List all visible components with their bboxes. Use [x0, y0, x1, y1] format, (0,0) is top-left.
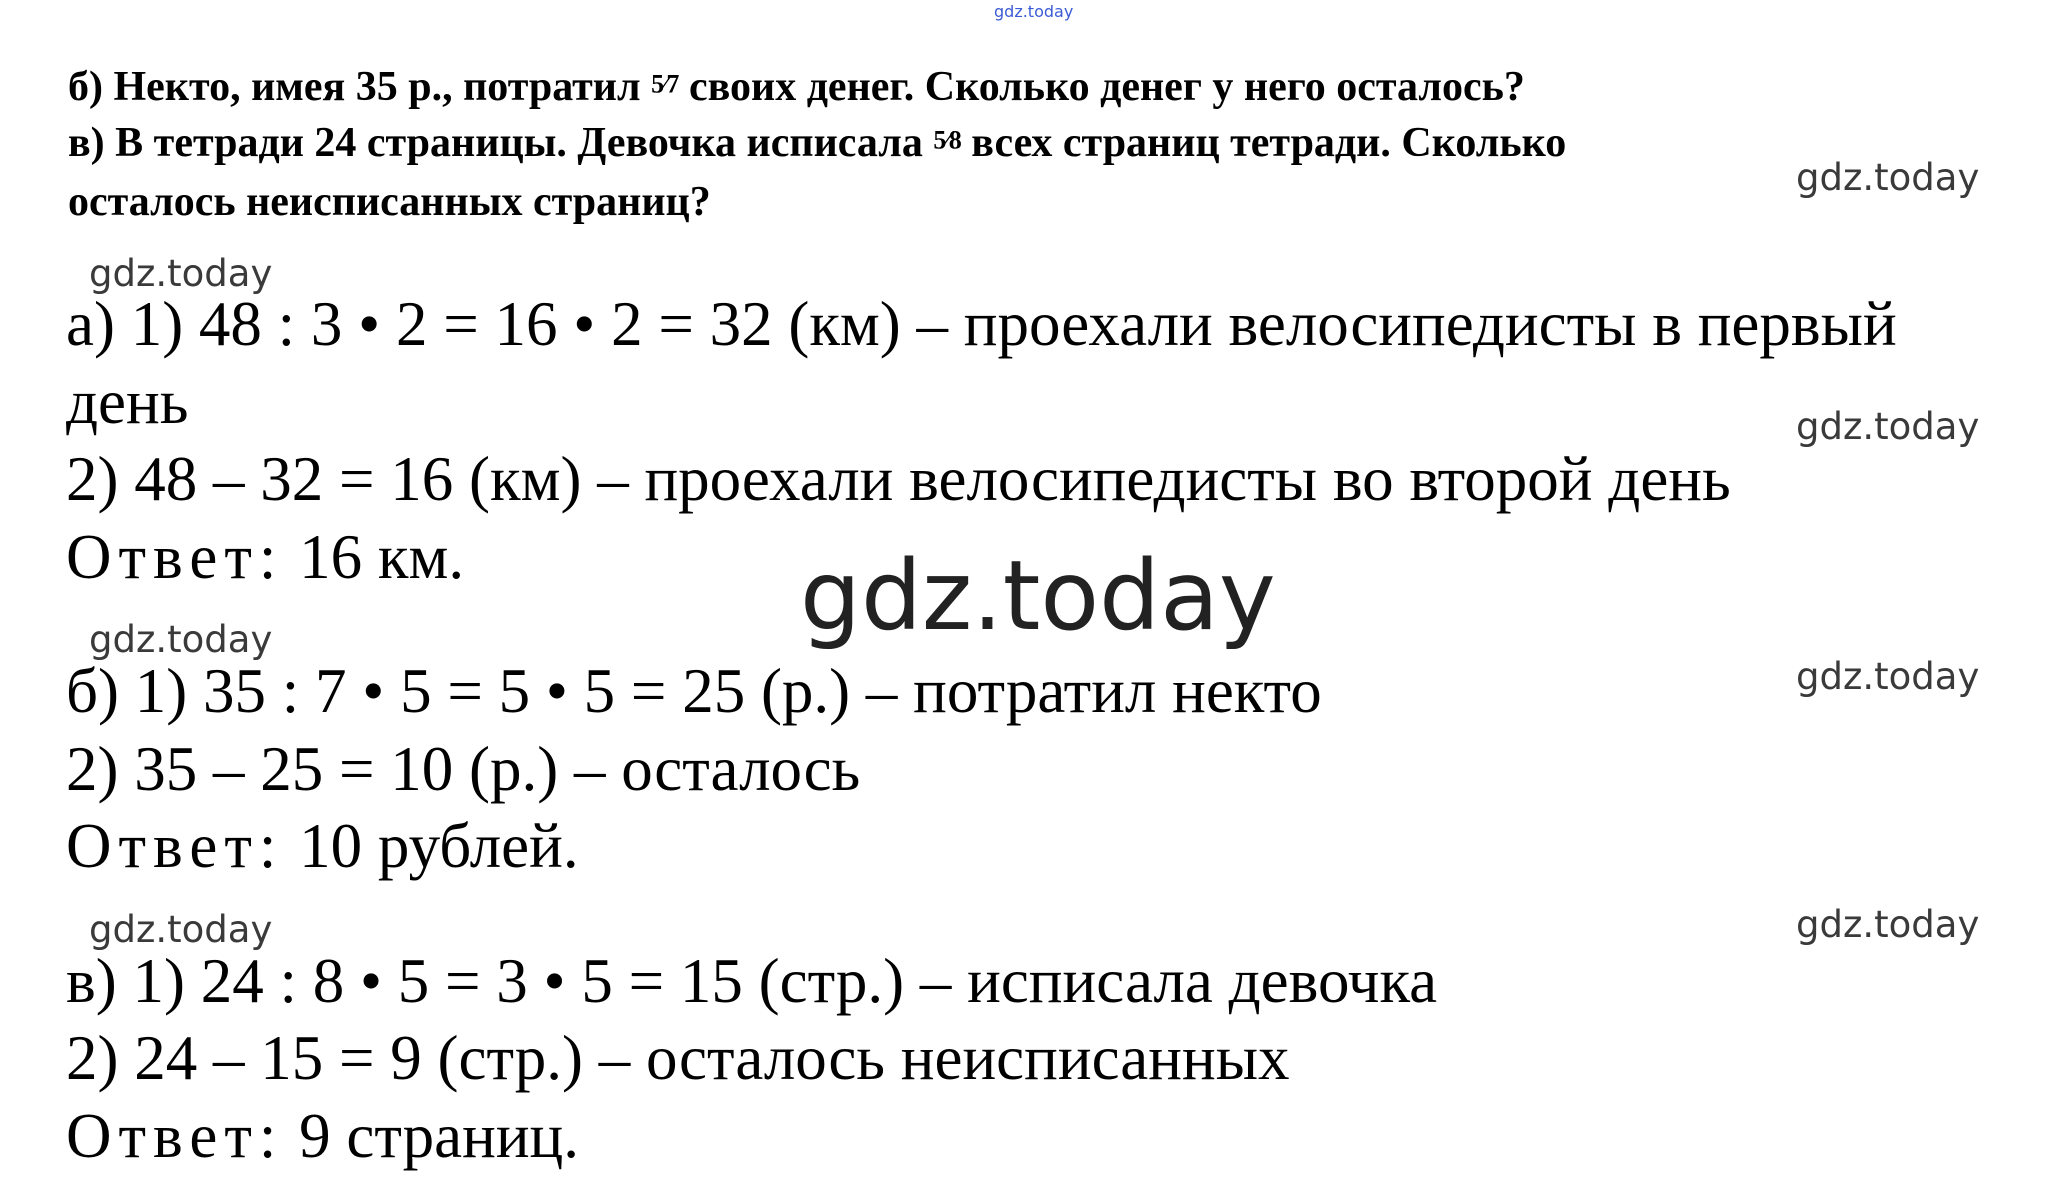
task-b-pre: б) Некто, имея 35 р., потратил: [68, 64, 652, 110]
answer-label: Ответ:: [66, 811, 284, 881]
task-v-fraction: 5⁄8: [933, 125, 961, 155]
watermark-1: gdz.today: [1796, 156, 1980, 199]
task-b: [68, 63, 1525, 111]
solution-a-line1: а) 1) 48 : 3 • 2 = 16 • 2 = 32 (км) – проехали велосипедисты в первый: [66, 289, 1897, 359]
solution-v-answer: [66, 1100, 579, 1173]
answer-label: Ответ:: [66, 1101, 284, 1171]
task-v: [68, 119, 1566, 167]
task-v-pre: в) В тетради 24 страницы. Девочка исписала: [68, 120, 934, 166]
watermark-3: gdz.today: [1796, 405, 1980, 448]
task-b-post: своих денег. Сколько денег у него осталось?: [678, 64, 1525, 110]
solution-a-line3: 2) 48 – 32 = 16 (км) – проехали велосипедисты во второй день: [66, 444, 1731, 514]
watermark-5: gdz.today: [1796, 655, 1980, 698]
answer-value: 16 км.: [283, 522, 465, 592]
watermark-center: gdz.today: [800, 540, 1276, 652]
task-v-line2: осталось неисписанных страниц?: [68, 179, 711, 225]
answer-label: Ответ:: [66, 522, 284, 592]
solution-b-answer: [66, 810, 579, 883]
solution-v-line1: в) 1) 24 : 8 • 5 = 3 • 5 = 15 (стр.) – исписала девочка: [66, 946, 1438, 1016]
answer-value: 10 рублей.: [283, 811, 579, 881]
watermark-4: gdz.today: [89, 618, 273, 661]
solution-a-answer: [66, 521, 464, 594]
answer-value: 9 страниц.: [283, 1101, 580, 1171]
watermark-7: gdz.today: [1796, 903, 1980, 946]
task-b-fraction: 5⁄7: [651, 69, 679, 99]
task-v-post: всех страниц тетради. Сколько: [960, 120, 1567, 166]
solution-a-line2: день: [66, 367, 189, 437]
solution-b-line2: 2) 35 – 25 = 10 (р.) – осталось: [66, 734, 861, 804]
watermark-2: gdz.today: [89, 252, 273, 295]
solution-v-line2: 2) 24 – 15 = 9 (стр.) – осталось неисписанных: [66, 1023, 1290, 1093]
watermark-6: gdz.today: [89, 908, 273, 951]
solution-b-line1: б) 1) 35 : 7 • 5 = 5 • 5 = 25 (р.) – потратил некто: [66, 656, 1322, 726]
watermark-top: gdz.today: [994, 2, 1074, 21]
